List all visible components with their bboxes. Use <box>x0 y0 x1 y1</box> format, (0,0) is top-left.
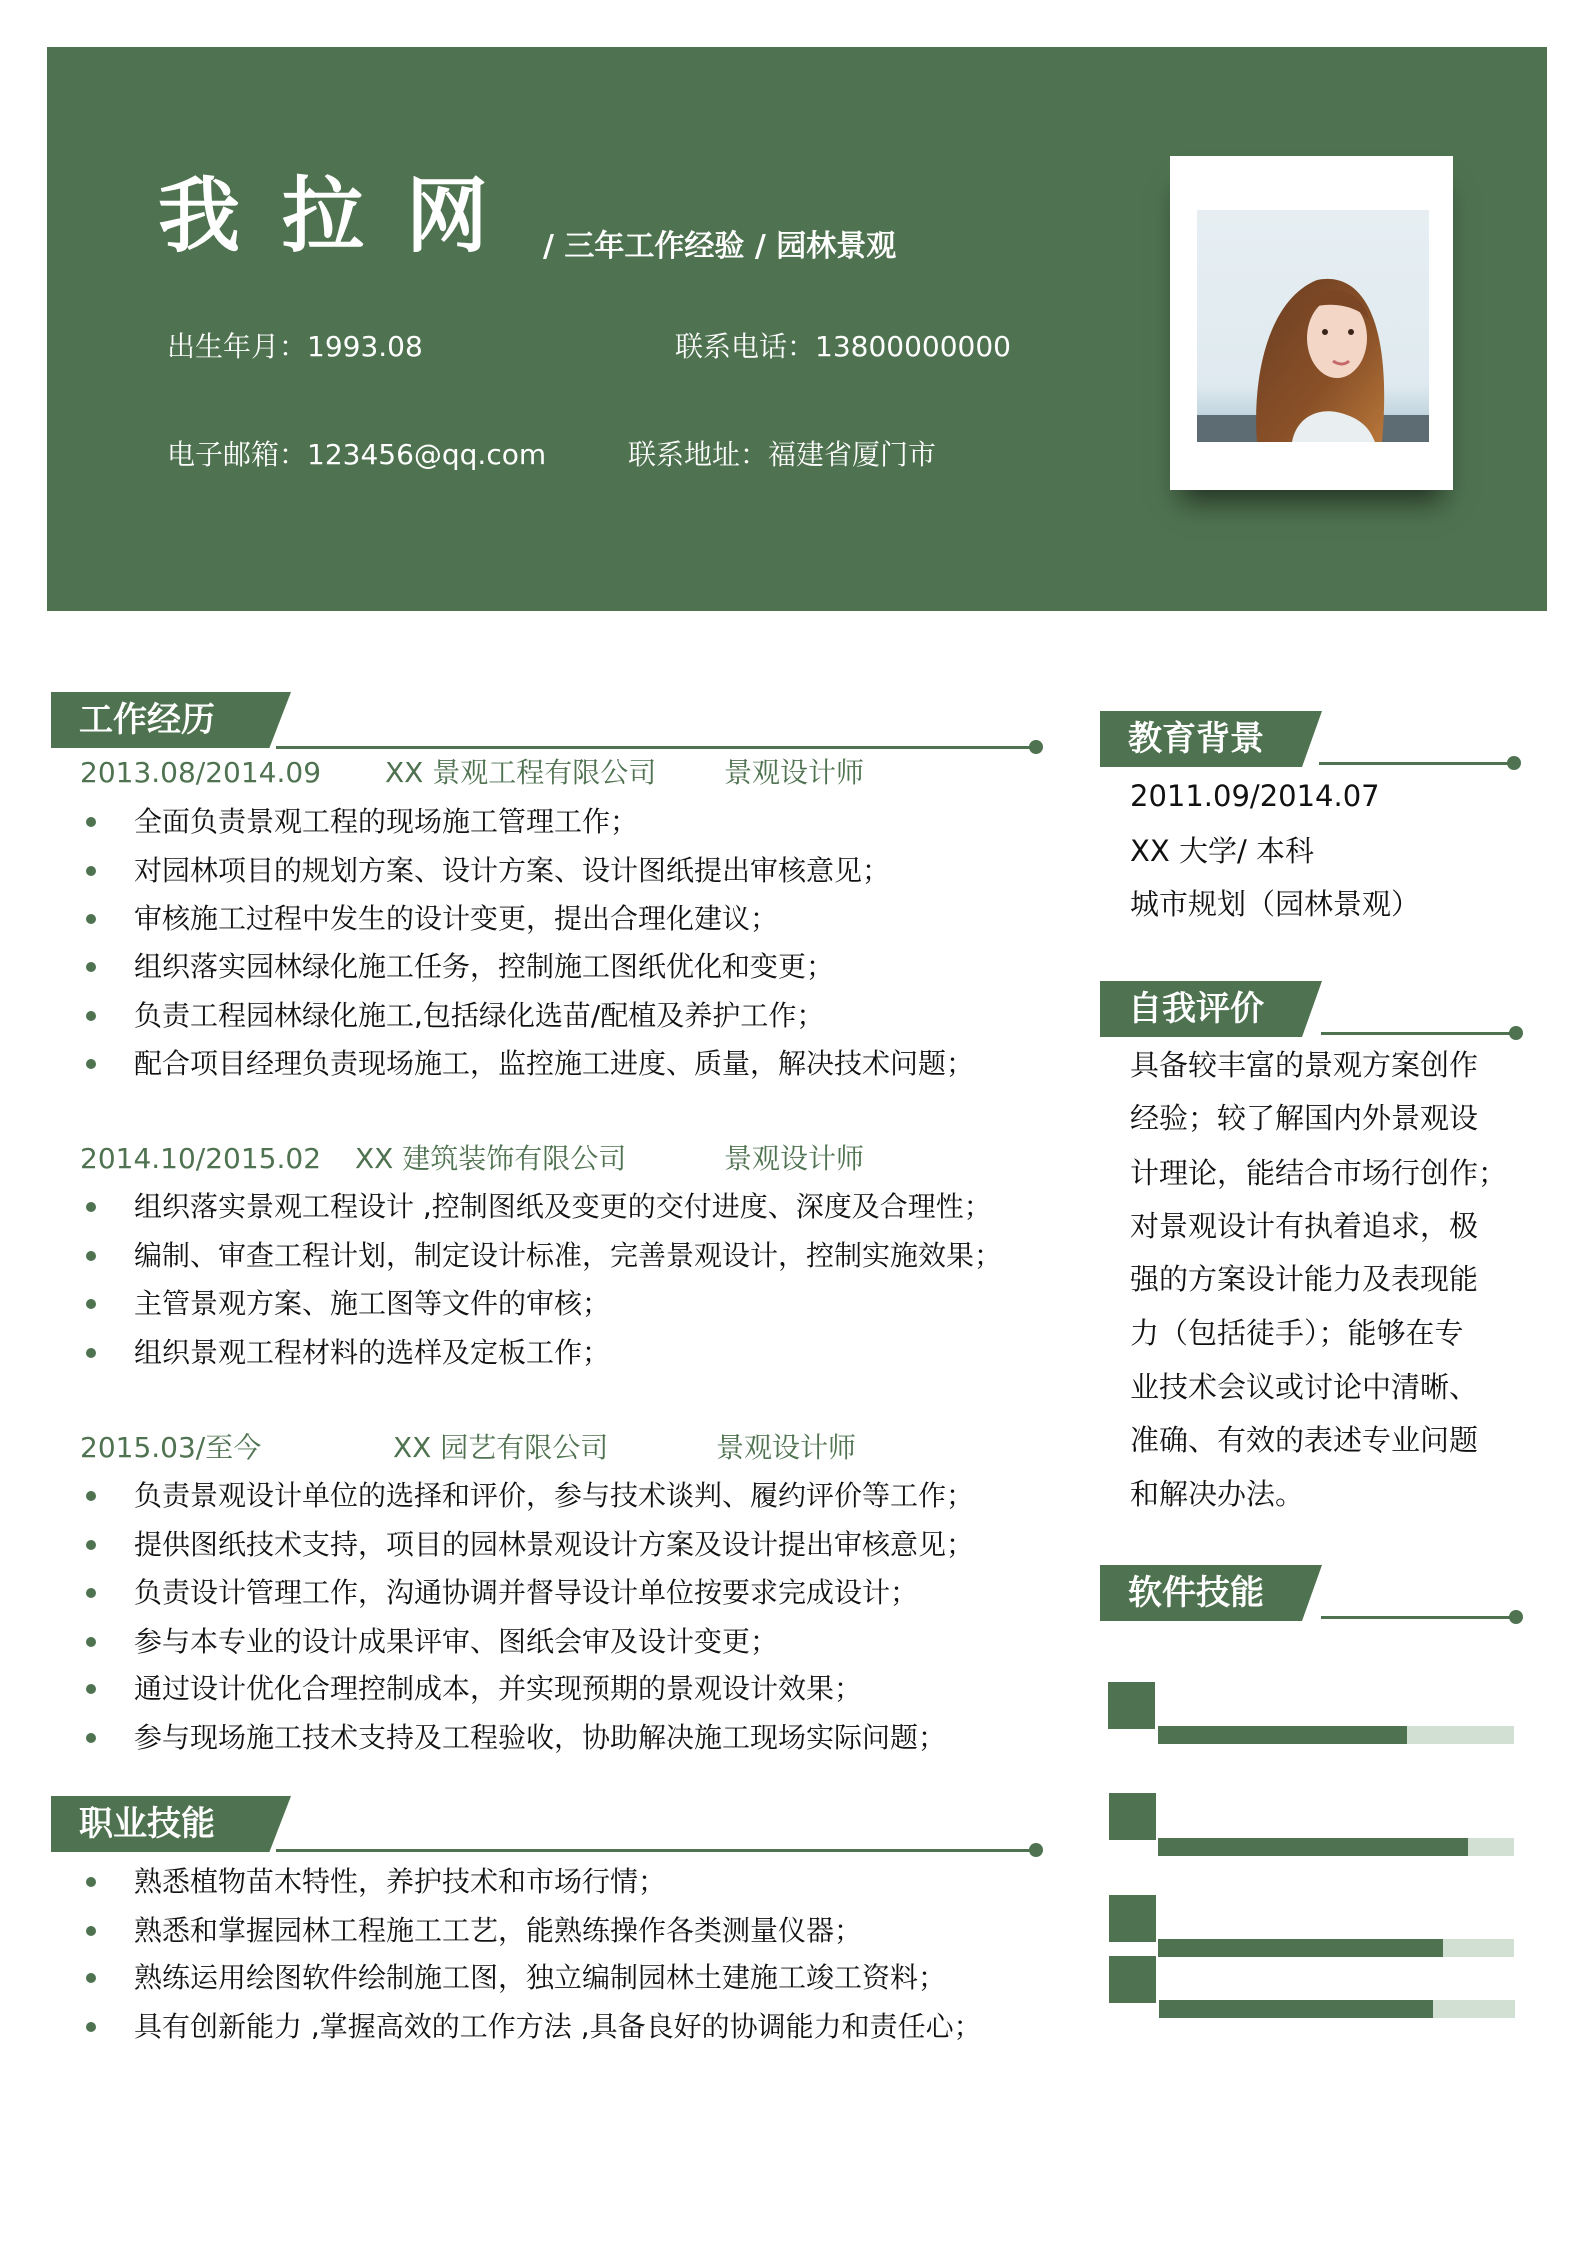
list-item: 熟练运用绘图软件绘制施工图，独立编制园林土建施工竣工资料； <box>134 1960 946 1996</box>
section-title: 教育背景 <box>1128 719 1264 759</box>
self-eval-line: 力（包括徒手）；能够在专 <box>1130 1316 1464 1350</box>
job-position: 景观设计师 <box>724 1142 865 1175</box>
candidate-name: 我拉网 <box>158 169 531 264</box>
job-period: 2014.10/2015.02 <box>80 1142 322 1175</box>
section-divider <box>1321 1616 1513 1619</box>
skill-bar <box>1158 1726 1514 1744</box>
self-eval-line: 计理论，能结合市场行创作； <box>1130 1156 1508 1190</box>
self-eval-line: 准确、有效的表述专业问题 <box>1130 1423 1479 1457</box>
section-header-skills <box>51 1796 291 1852</box>
job-company: XX 建筑装饰有限公司 <box>355 1142 627 1175</box>
software-icon-placeholder <box>1108 1682 1155 1729</box>
bullet-icon <box>86 1637 96 1647</box>
bullet-icon <box>86 1202 96 1212</box>
self-eval-line: 和解决办法。 <box>1130 1477 1305 1511</box>
bullet-icon <box>86 866 96 876</box>
photo-frame <box>1170 156 1453 490</box>
section-divider <box>1319 762 1511 765</box>
divider-dot-icon <box>1029 1843 1043 1857</box>
bullet-icon <box>86 1877 96 1887</box>
section-header-self-eval <box>1100 981 1322 1037</box>
list-item: 配合项目经理负责现场施工，监控施工进度、质量，解决技术问题； <box>134 1046 974 1082</box>
birth-date: 出生年月：1993.08 <box>167 330 423 363</box>
bullet-icon <box>86 2022 96 2032</box>
self-eval-line: 具备较丰富的景观方案创作 <box>1130 1048 1479 1082</box>
bullet-icon <box>86 962 96 972</box>
bullet-icon <box>86 1540 96 1550</box>
software-icon-placeholder <box>1109 1895 1156 1942</box>
self-eval-line: 业技术会议或讨论中清晰、 <box>1130 1370 1479 1404</box>
skill-bar <box>1159 2000 1515 2018</box>
list-item: 熟悉植物苗木特性，养护技术和市场行情； <box>134 1864 666 1900</box>
list-item: 负责设计管理工作，沟通协调并督导设计单位按要求完成设计； <box>134 1575 918 1611</box>
job-position: 景观设计师 <box>716 1431 857 1464</box>
section-divider <box>276 1849 1032 1852</box>
section-header-education <box>1100 711 1322 767</box>
skill-bar-fill <box>1158 1838 1468 1856</box>
software-icon-placeholder <box>1109 1793 1156 1840</box>
list-item: 通过设计优化合理控制成本，并实现预期的景观设计效果； <box>134 1671 862 1707</box>
self-eval-line: 经验；较了解国内外景观设 <box>1130 1101 1479 1135</box>
section-divider <box>1321 1032 1513 1035</box>
section-header-software <box>1100 1565 1322 1621</box>
skill-bar-fill <box>1159 2000 1433 2018</box>
list-item: 组织落实园林绿化施工任务，控制施工图纸优化和变更； <box>134 949 834 985</box>
skill-bar-fill <box>1158 1726 1407 1744</box>
section-title: 工作经历 <box>79 700 215 740</box>
list-item: 负责工程园林绿化施工,包括绿化选苗/配植及养护工作； <box>134 998 824 1034</box>
bullet-icon <box>86 817 96 827</box>
skill-bar-fill <box>1158 1939 1443 1957</box>
portrait-photo-icon <box>1197 210 1429 442</box>
section-title: 自我评价 <box>1128 989 1264 1029</box>
list-item: 全面负责景观工程的现场施工管理工作； <box>134 804 638 840</box>
divider-dot-icon <box>1507 756 1521 770</box>
list-item: 参与现场施工技术支持及工程验收，协助解决施工现场实际问题； <box>134 1720 946 1756</box>
list-item: 组织景观工程材料的选样及定板工作； <box>134 1335 610 1371</box>
job-period: 2015.03/至今 <box>80 1431 262 1464</box>
postal-address: 联系地址：福建省厦门市 <box>628 438 937 471</box>
bullet-icon <box>86 1348 96 1358</box>
list-item: 熟悉和掌握园林工程施工工艺，能熟练操作各类测量仪器； <box>134 1913 862 1949</box>
list-item: 审核施工过程中发生的设计变更，提出合理化建议； <box>134 901 778 937</box>
bullet-icon <box>86 1251 96 1261</box>
list-item: 对园林项目的规划方案、设计方案、设计图纸提出审核意见； <box>134 853 890 889</box>
bullet-icon <box>86 1491 96 1501</box>
job-company: XX 园艺有限公司 <box>393 1431 609 1464</box>
list-item: 提供图纸技术支持，项目的园林景观设计方案及设计提出审核意见； <box>134 1527 974 1563</box>
skill-bar <box>1158 1838 1514 1856</box>
bullet-icon <box>86 1059 96 1069</box>
list-item: 参与本专业的设计成果评审、图纸会审及设计变更； <box>134 1624 778 1660</box>
job-company: XX 景观工程有限公司 <box>385 756 657 789</box>
divider-dot-icon <box>1509 1026 1523 1040</box>
list-item: 组织落实景观工程设计 ,控制图纸及变更的交付进度、深度及合理性； <box>134 1189 992 1225</box>
bullet-icon <box>86 1011 96 1021</box>
list-item: 具有创新能力 ,掌握高效的工作方法 ,具备良好的协调能力和责任心； <box>134 2009 982 2045</box>
job-position: 景观设计师 <box>724 756 865 789</box>
bullet-icon <box>86 1733 96 1743</box>
education-major: 城市规划（园林景观） <box>1130 887 1421 921</box>
list-item: 主管景观方案、施工图等文件的审核； <box>134 1286 610 1322</box>
section-header-work <box>51 692 291 748</box>
divider-dot-icon <box>1509 1610 1523 1624</box>
bullet-icon <box>86 1973 96 1983</box>
email-address: 电子邮箱：123456@qq.com <box>167 438 547 471</box>
list-item: 负责景观设计单位的选择和评价，参与技术谈判、履约评价等工作； <box>134 1478 974 1514</box>
section-title: 软件技能 <box>1128 1573 1264 1613</box>
bullet-icon <box>86 914 96 924</box>
divider-dot-icon <box>1029 740 1043 754</box>
self-eval-line: 强的方案设计能力及表现能 <box>1130 1262 1479 1296</box>
education-period: 2011.09/2014.07 <box>1130 779 1380 813</box>
phone-number: 联系电话：13800000000 <box>675 330 1011 363</box>
bullet-icon <box>86 1684 96 1694</box>
self-eval-line: 对景观设计有执着追求，极 <box>1130 1209 1479 1243</box>
section-title: 职业技能 <box>79 1804 215 1844</box>
skill-bar <box>1158 1939 1514 1957</box>
bullet-icon <box>86 1588 96 1598</box>
candidate-subtitle: / 三年工作经验 / 园林景观 <box>543 229 897 264</box>
job-period: 2013.08/2014.09 <box>80 756 322 789</box>
software-icon-placeholder <box>1109 1956 1156 2003</box>
list-item: 编制、审查工程计划，制定设计标准，完善景观设计，控制实施效果； <box>134 1238 1002 1274</box>
bullet-icon <box>86 1299 96 1309</box>
education-school: XX 大学/ 本科 <box>1130 834 1314 868</box>
bullet-icon <box>86 1926 96 1936</box>
section-divider <box>276 746 1032 749</box>
